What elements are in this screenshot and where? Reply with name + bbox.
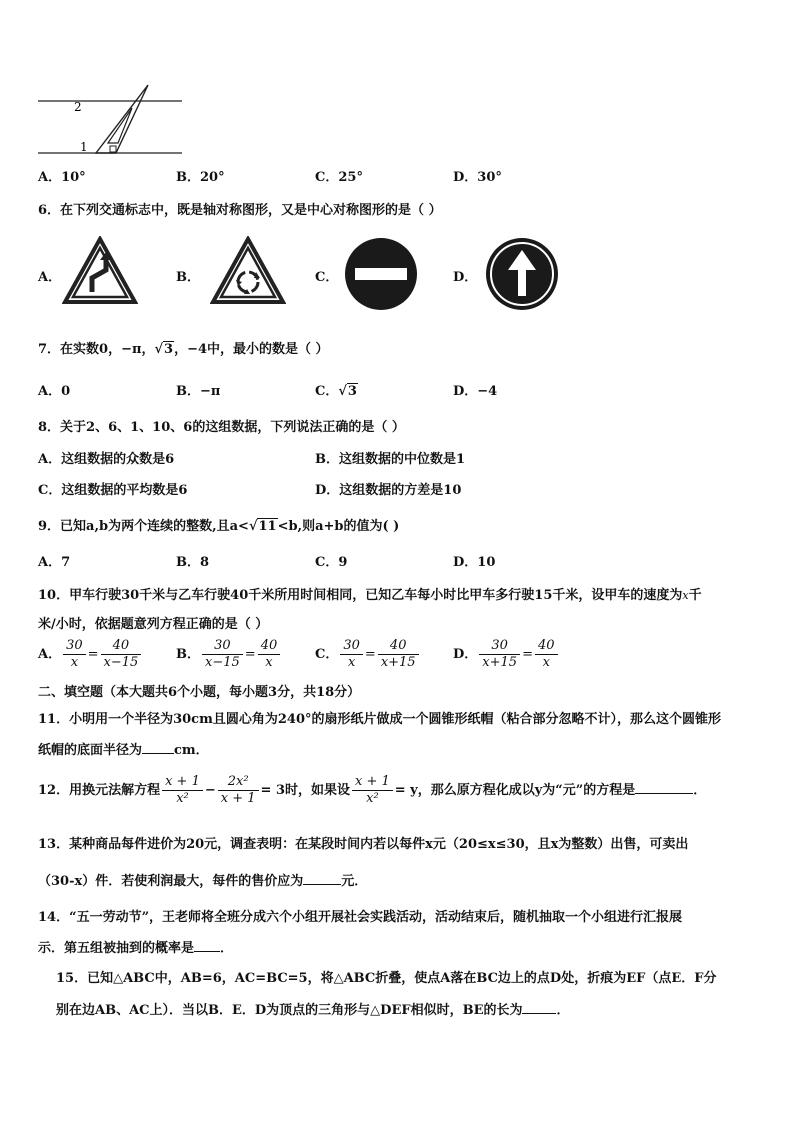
q9-stem [38, 515, 399, 534]
q12-d: ． [693, 783, 707, 798]
q7-option-c-sqrt: √3 [338, 384, 357, 399]
q5-option-a: A．10° [38, 170, 86, 185]
straight-ahead-sign-icon [484, 236, 560, 312]
fraction [340, 638, 363, 671]
section-heading: 二、填空题（本大题共6个小题，每小题3分，共18分） [38, 685, 361, 700]
q6-option-a: A． [38, 270, 62, 285]
numerator: 30 [63, 638, 86, 655]
q14-line2-a: 示．第五组被抽到的概率是 [38, 941, 195, 956]
q13-line2-a: （30-x）件．若使利润最大，每件的售价应为 [38, 874, 304, 889]
numerator: x + 1 [162, 774, 203, 791]
denominator: x−15 [103, 655, 139, 670]
fraction [378, 638, 419, 671]
denominator: x² [366, 791, 379, 806]
q7-option-b: B．−π [176, 384, 221, 399]
q6-option-b: B． [176, 270, 200, 285]
q15-line1: 15．已知△ABC中，AB=6，AC=BC=5，将△ABC折叠，使点A落在BC边上的点D处，折痕为EF（点E．F分 [56, 971, 717, 986]
q8-option-d: D．这组数据的方差是10 [315, 483, 462, 498]
q10-option-b-letter: B． [176, 647, 200, 662]
q6-option-d: D． [453, 270, 478, 285]
q11-line2-b: cm． [174, 743, 209, 758]
denominator: x [347, 655, 356, 670]
q9-option-c: C．9 [315, 555, 348, 570]
q10-option-d [453, 638, 560, 671]
denominator: x² [176, 791, 189, 806]
q11-line2 [38, 739, 209, 758]
q5-option-c: C．25° [315, 170, 363, 185]
fraction [479, 638, 520, 671]
q10-line1-a: 10．甲车行驶30千米与乙车行驶40千米所用时间相同，已知乙车每小时比甲车多行驶15千米，设甲车的速度为 [38, 588, 683, 603]
denominator: x [542, 655, 550, 670]
q14-line2 [38, 937, 233, 956]
no-entry-sign-icon [343, 236, 419, 312]
numerator: 40 [101, 638, 142, 655]
denominator: x−15 [205, 655, 240, 670]
q7-option-a: A．0 [38, 384, 71, 399]
equals: = [522, 647, 533, 662]
numerator: 2x² [218, 774, 259, 791]
q9-sqrt-arg: 11 [258, 519, 277, 534]
equals: = [364, 647, 376, 662]
numerator: 30 [479, 638, 520, 655]
q10-line2: 米/小时，依据题意列方程正确的是（ ） [38, 617, 269, 632]
numerator: 40 [535, 638, 558, 655]
answer-blank[interactable] [635, 793, 693, 794]
q8-option-c: C．这组数据的平均数是6 [38, 483, 188, 498]
denominator: x [265, 655, 273, 670]
q10-option-a [38, 638, 143, 671]
q8-stem: 8．关于2、6、1、10、6的这组数据，下列说法正确的是（ ） [38, 420, 405, 435]
minus: − [204, 783, 216, 798]
answer-blank[interactable] [303, 884, 341, 885]
fraction [352, 774, 393, 807]
q14-line1: 14．“五一劳动节”，王老师将全班分成六个小组开展社会实践活动，活动结束后，随机抽取一个小组进行汇报展 [38, 910, 683, 925]
q13-line2-b: 元． [341, 874, 368, 889]
equals: = [244, 647, 256, 662]
q10-option-d-letter: D． [453, 647, 478, 662]
denominator: x+15 [380, 655, 416, 670]
q10-option-c-letter: C． [315, 647, 339, 662]
fraction [535, 638, 558, 671]
ruler-triangle-figure [36, 80, 186, 160]
q15-line2-b: ． [556, 1003, 570, 1018]
q13-line2 [38, 870, 367, 889]
fraction [162, 774, 203, 807]
q9-option-a: A．7 [38, 555, 71, 570]
q7-option-c-sqrt-arg: 3 [347, 384, 357, 399]
q6-stem: 6．在下列交通标志中，既是轴对称图形，又是中心对称图形的是（ ） [38, 203, 442, 218]
q10-option-c [315, 638, 421, 671]
q7-stem-a: 7．在实数0，−π， [38, 342, 155, 357]
q13-line1: 13．某种商品每件进价为20元，调查表明：在某段时间内若以每件x元（20≤x≤30，且x为整数）出售，可卖出 [38, 837, 689, 852]
q11-line2-a: 纸帽的底面半径为 [38, 743, 143, 758]
q10-line1-b: 千 [688, 588, 702, 603]
q9-option-d: D．10 [453, 555, 496, 570]
fraction [101, 638, 142, 671]
q9-sqrt: √11 [248, 519, 277, 534]
q12-b: = 3时，如果设 [260, 783, 350, 798]
q10-option-a-letter: A． [38, 647, 62, 662]
q12-a: 12．用换元法解方程 [38, 783, 161, 798]
q8-option-b: B．这组数据的中位数是1 [315, 452, 466, 467]
q15-line2 [56, 999, 570, 1018]
warning-curve-sign-icon [62, 236, 138, 306]
q7-option-c [315, 380, 358, 399]
q7-sqrt-arg: 3 [164, 342, 174, 357]
answer-blank[interactable] [522, 1013, 556, 1014]
fraction [258, 638, 281, 671]
equals: = [87, 647, 99, 662]
q9-stem-b: <b,则a+b的值为( ) [277, 519, 400, 534]
q7-sqrt: √3 [154, 342, 174, 357]
denominator: x+15 [482, 655, 518, 670]
q12-c: = y，那么原方程化成以y为“元”的方程是 [394, 783, 636, 798]
q5-option-b: B．20° [176, 170, 225, 185]
numerator: 40 [258, 638, 281, 655]
numerator: 30 [340, 638, 363, 655]
numerator: 40 [378, 638, 419, 655]
q11-line1: 11．小明用一个半径为30cm且圆心角为240°的扇形纸片做成一个圆锥形纸帽（粘合部分忽略不计），那么这个圆锥形 [38, 712, 721, 727]
q14-line2-b: ． [220, 941, 234, 956]
q9-stem-a: 9．已知a,b为两个连续的整数,且a< [38, 519, 249, 534]
q15-line2-a: 别在边AB、AC上）．当以B．E．D为顶点的三角形与△DEF相似时，BE的长为 [56, 1003, 523, 1018]
fraction [202, 638, 243, 671]
answer-blank[interactable] [142, 753, 174, 754]
denominator: x [70, 655, 79, 670]
q10-option-b [176, 638, 282, 671]
angle-label-1: 1 [80, 140, 88, 154]
angle-label-2: 2 [74, 100, 82, 114]
fraction [218, 774, 259, 807]
q6-option-c: C． [315, 270, 339, 285]
q7-stem [38, 338, 329, 357]
q12-line [38, 774, 706, 807]
numerator: 30 [202, 638, 243, 655]
denominator: x + 1 [220, 791, 256, 806]
q8-option-a: A．这组数据的众数是6 [38, 452, 175, 467]
q7-option-c-letter: C． [315, 384, 339, 399]
q10-var: x [682, 589, 689, 602]
q10-line1 [38, 584, 702, 603]
fraction [63, 638, 86, 671]
q9-option-b: B．8 [176, 555, 210, 570]
answer-blank[interactable] [194, 951, 220, 952]
q5-option-d: D．30° [453, 170, 502, 185]
q7-stem-b: ，−4中，最小的数是（ ） [174, 342, 329, 357]
q7-option-d: D．−4 [453, 384, 498, 399]
numerator: x + 1 [352, 774, 393, 791]
roundabout-warning-sign-icon [210, 236, 286, 306]
